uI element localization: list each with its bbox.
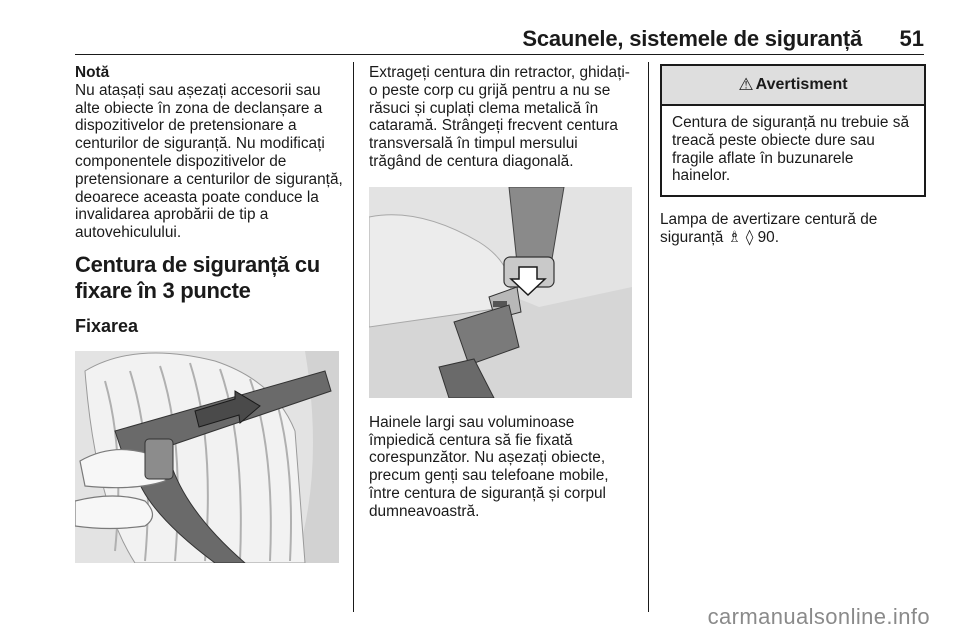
page-reference-icon: ◊ xyxy=(745,227,754,246)
column-divider-1 xyxy=(353,62,354,612)
header-rule xyxy=(75,54,924,55)
note-label: Notă xyxy=(75,64,110,81)
page-number: 51 xyxy=(899,26,924,51)
illustration-buckle-insert xyxy=(369,187,632,398)
warning-triangle-icon: ⚠ xyxy=(738,75,754,95)
clothing-paragraph: Hainele largi sau voluminoase împiedică centura să fie fixată corespunzător. Nu așezați obiecte, precum genți sau telefoane mobile, între centura de siguranță și corpul dumneavoastră. xyxy=(369,413,609,520)
note-text: Nu atașați sau așezați accesorii sau alte obiecte în zona de declanșare a dispozitivelor de pretensionare a centurilor de siguranță. Nu modificați componentele dispozitivelor de pretensionare a centurilor de siguranță, deoarece aceasta poate conduce la invalidarea aprobării de tip a autovehiculului. xyxy=(75,81,343,242)
section-heading: Centura de siguranță cu fixare în 3 puncte xyxy=(75,251,320,303)
seatbelt-reminder-icon: ♗ xyxy=(727,227,742,246)
reference-page: 90. xyxy=(757,228,779,246)
warning-title: Avertisment xyxy=(755,76,848,93)
column-right xyxy=(660,64,926,247)
page-header-title: Scaunele, sistemele de siguranță xyxy=(522,26,862,51)
illustration-buckling-belt xyxy=(75,351,339,563)
watermark: carmanualsonline.info xyxy=(707,604,930,629)
column-middle xyxy=(369,64,634,521)
subheading-fixing: Fixarea xyxy=(75,315,139,336)
warning-box xyxy=(660,64,926,197)
lamp-text: Lampa de avertizare centură de siguranță xyxy=(660,211,878,246)
column-left xyxy=(75,64,343,563)
warning-text: Centura de siguranță nu trebuie să treacă peste obiecte dure sau fragile aflate în buzunarele hainelor. xyxy=(672,114,909,185)
warning-lamp-reference xyxy=(660,211,926,247)
column-divider-2 xyxy=(648,62,649,612)
instruction-paragraph: Extrageți centura din retractor, ghidați-o peste corp cu grijă pentru a nu se răsuci și cuplați clema metalică în cataramă. Strângeți frecvent centura transversală în timpul mersului trăgând de centura diagonală. xyxy=(369,64,630,170)
warning-header xyxy=(662,66,924,106)
